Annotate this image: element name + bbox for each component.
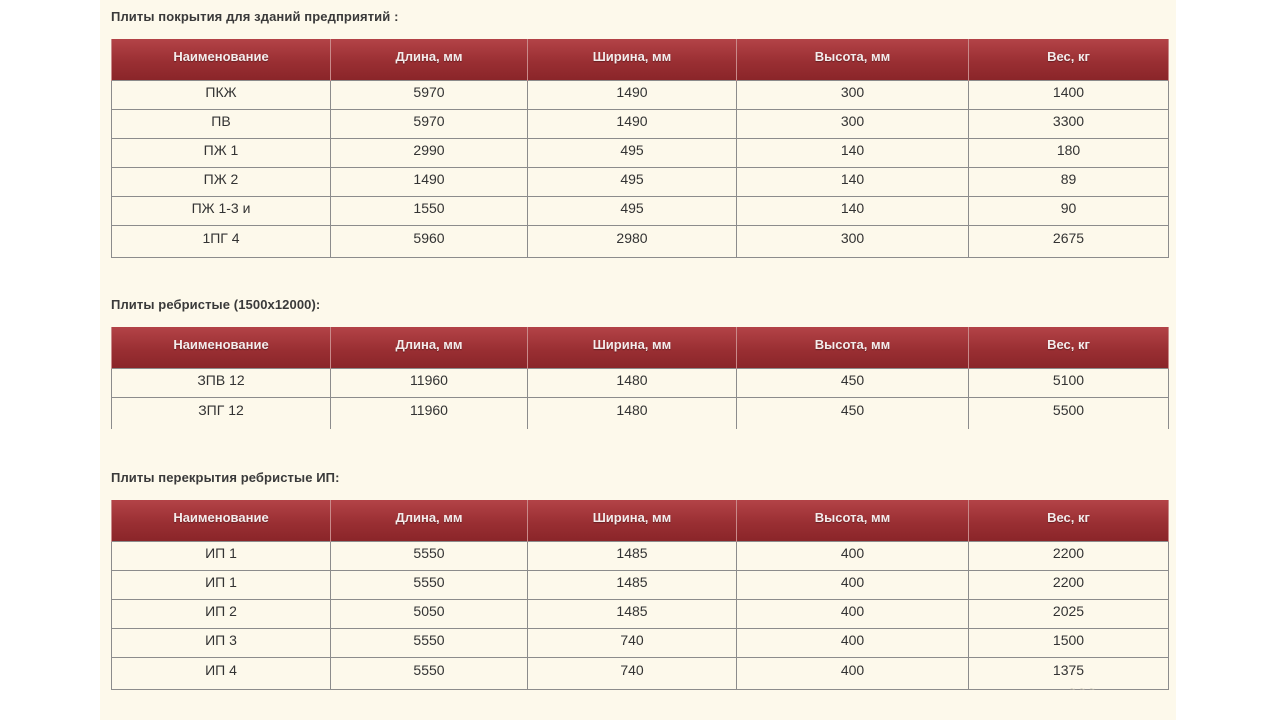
cell-width: 1480: [528, 397, 737, 429]
section-title-roof-slabs: Плиты покрытия для зданий предприятий :: [111, 9, 399, 24]
table-row: [112, 80, 1169, 109]
column-header-width: Ширина, мм: [528, 39, 737, 80]
table-row: [112, 657, 1169, 689]
table-row: [112, 570, 1169, 599]
cell-width: 1490: [528, 109, 737, 138]
column-header-name: Наименование: [112, 39, 331, 80]
cell-width: 1485: [528, 570, 737, 599]
column-header-weight: Вес, кг: [969, 327, 1169, 368]
cell-length: 11960: [331, 397, 528, 429]
cell-length: 5960: [331, 225, 528, 257]
cell-name: ПЖ 1-3 и: [112, 196, 331, 225]
cell-height: 400: [737, 628, 969, 657]
cell-height: 400: [737, 599, 969, 628]
cell-weight: 2025: [969, 599, 1169, 628]
cell-weight: 1500: [969, 628, 1169, 657]
column-header-height: Высота, мм: [737, 500, 969, 541]
cell-width: 495: [528, 138, 737, 167]
table-header-row: [112, 39, 1169, 80]
section-title-floor-ribbed-slabs: Плиты перекрытия ребристые ИП:: [111, 470, 340, 485]
cell-weight: 1400: [969, 80, 1169, 109]
cell-height: 140: [737, 167, 969, 196]
floor-ribbed-slabs-table: [111, 500, 1169, 690]
cell-height: 140: [737, 196, 969, 225]
cell-name: ИП 4: [112, 657, 331, 689]
cell-name: ИП 2: [112, 599, 331, 628]
cell-width: 2980: [528, 225, 737, 257]
cell-width: 1480: [528, 368, 737, 397]
column-header-width: Ширина, мм: [528, 500, 737, 541]
column-header-weight: Вес, кг: [969, 500, 1169, 541]
table-row: [112, 196, 1169, 225]
cell-length: 5550: [331, 541, 528, 570]
table-header-row: [112, 327, 1169, 368]
cell-length: 2990: [331, 138, 528, 167]
column-header-length: Длина, мм: [331, 327, 528, 368]
cell-weight: 2200: [969, 541, 1169, 570]
cell-name: ПВ: [112, 109, 331, 138]
cell-length: 1490: [331, 167, 528, 196]
roof-slabs-table: [111, 39, 1169, 258]
cell-height: 300: [737, 109, 969, 138]
cell-height: 400: [737, 570, 969, 599]
cell-height: 300: [737, 225, 969, 257]
content-page: [100, 0, 1176, 720]
cell-name: ЗПГ 12: [112, 397, 331, 429]
cell-height: 400: [737, 541, 969, 570]
table-row: [112, 167, 1169, 196]
watermark: ~ ~ ~: [1070, 684, 1096, 694]
cell-name: ПКЖ: [112, 80, 331, 109]
table-row: [112, 628, 1169, 657]
column-header-height: Высота, мм: [737, 327, 969, 368]
cell-name: ПЖ 2: [112, 167, 331, 196]
cell-weight: 89: [969, 167, 1169, 196]
table-row: [112, 541, 1169, 570]
cell-height: 400: [737, 657, 969, 689]
cell-name: 1ПГ 4: [112, 225, 331, 257]
table-row: [112, 599, 1169, 628]
column-header-height: Высота, мм: [737, 39, 969, 80]
cell-weight: 5100: [969, 368, 1169, 397]
column-header-length: Длина, мм: [331, 39, 528, 80]
cell-length: 11960: [331, 368, 528, 397]
cell-name: ЗПВ 12: [112, 368, 331, 397]
table-row: [112, 109, 1169, 138]
cell-weight: 2200: [969, 570, 1169, 599]
table-row: [112, 138, 1169, 167]
cell-length: 5970: [331, 80, 528, 109]
column-header-length: Длина, мм: [331, 500, 528, 541]
cell-weight: 90: [969, 196, 1169, 225]
cell-length: 5970: [331, 109, 528, 138]
table-row: [112, 397, 1169, 429]
cell-name: ПЖ 1: [112, 138, 331, 167]
cell-height: 450: [737, 397, 969, 429]
column-header-width: Ширина, мм: [528, 327, 737, 368]
table-row: [112, 225, 1169, 257]
cell-width: 495: [528, 196, 737, 225]
cell-height: 450: [737, 368, 969, 397]
cell-length: 5550: [331, 570, 528, 599]
cell-name: ИП 1: [112, 570, 331, 599]
cell-weight: 5500: [969, 397, 1169, 429]
cell-width: 740: [528, 628, 737, 657]
cell-width: 1485: [528, 541, 737, 570]
cell-length: 5050: [331, 599, 528, 628]
cell-length: 1550: [331, 196, 528, 225]
cell-name: ИП 3: [112, 628, 331, 657]
cell-weight: 1375: [969, 657, 1169, 689]
cell-weight: 3300: [969, 109, 1169, 138]
cell-length: 5550: [331, 657, 528, 689]
cell-height: 140: [737, 138, 969, 167]
cell-height: 300: [737, 80, 969, 109]
column-header-name: Наименование: [112, 327, 331, 368]
cell-width: 1490: [528, 80, 737, 109]
cell-length: 5550: [331, 628, 528, 657]
column-header-weight: Вес, кг: [969, 39, 1169, 80]
cell-name: ИП 1: [112, 541, 331, 570]
cell-weight: 2675: [969, 225, 1169, 257]
cell-width: 1485: [528, 599, 737, 628]
column-header-name: Наименование: [112, 500, 331, 541]
table-header-row: [112, 500, 1169, 541]
cell-width: 495: [528, 167, 737, 196]
cell-width: 740: [528, 657, 737, 689]
section-title-ribbed-slabs: Плиты ребристые (1500х12000):: [111, 297, 321, 312]
ribbed-slabs-table: [111, 327, 1169, 429]
cell-weight: 180: [969, 138, 1169, 167]
table-row: [112, 368, 1169, 397]
